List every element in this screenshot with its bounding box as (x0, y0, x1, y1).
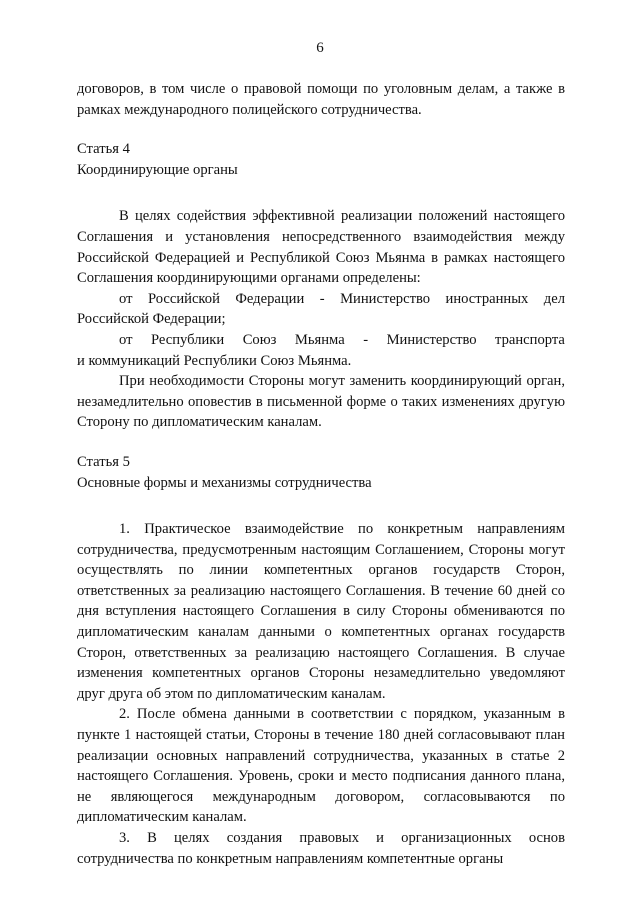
intro-paragraph: договоров, в том числе о правовой помощи по уголовным делам, а также в рамках международного полицейского сотрудничества. (77, 81, 565, 118)
article-4-paragraph-1: В целях содействия эффективной реализации положений настоящего Соглашения и установления непосредственного взаимодействия между Российской Федерацией и Республикой Союз Мьянма в рамках настоящего Соглашения координирующими органами определены: (77, 208, 565, 287)
article-5-number: Статья 5 (77, 453, 130, 470)
article-4-paragraph-4: При необходимости Стороны могут заменить координирующий орган, незамедлительно оповестив в письменной форме о таких изменениях другую Сторону по дипломатическим каналам. (77, 373, 565, 431)
word: от (119, 331, 133, 348)
article-4-title: Координирующие органы (77, 161, 238, 178)
article-4-paragraph-2: от Российской Федерации - Министерство иностранных дел Российской Федерации; (77, 290, 565, 328)
word: Мьянма (294, 331, 345, 348)
article-4-number: Статья 4 (77, 141, 130, 158)
word: Союз (242, 331, 277, 348)
article-5-title: Основные формы и механизмы сотрудничества (77, 474, 372, 491)
article-4-paragraph-3-first-line (77, 330, 565, 351)
word: - (363, 331, 369, 348)
article-5-paragraph-3: 3. В целях создания правовых и организационных основ сотрудничества по конкретным направлениям компетентные органы (77, 830, 565, 867)
word: транспорта (495, 331, 565, 348)
article-4-paragraph-3-tail: и коммуникаций Республики Союз Мьянма. (77, 352, 352, 369)
article-5-paragraph-2: 2. После обмена данными в соответствии с порядком, указанным в пункте 1 настоящей статьи, Стороны в течение 180 дней согласовывают план реализации основных направлений сотрудничества, указанных в статье 2 настоящего Соглашения. Уровень, сроки и место подписания данного плана, не являющегося международным договором, согласовываются по дипломатическим каналам. (77, 706, 565, 826)
article-4-heading (77, 139, 565, 180)
word: Министерство (386, 331, 477, 348)
page-number: 6 (316, 40, 324, 56)
word: Республики (150, 331, 225, 348)
document-body (77, 79, 565, 869)
article-5-paragraph-1: 1. Практическое взаимодействие по конкретным направлениям сотрудничества, предусмотренным настоящим Соглашением, Стороны могут осуществлять по линии компетентных органов государств Сторон, ответственных за реализацию настоящего Соглашения. В течение 60 дней со дня вступления настоящего Соглашения в силу Стороны обмениваются по дипломатическим каналам данными о компетентных органах государств Сторон, ответственных за реализацию настоящего Соглашения. В случае изменения компетентных органов Стороны незамедлительно уведомляют друг друга об этом по дипломатическим каналам. (77, 521, 565, 702)
article-5-heading (77, 452, 565, 493)
article-4-paragraph-3 (77, 330, 565, 371)
